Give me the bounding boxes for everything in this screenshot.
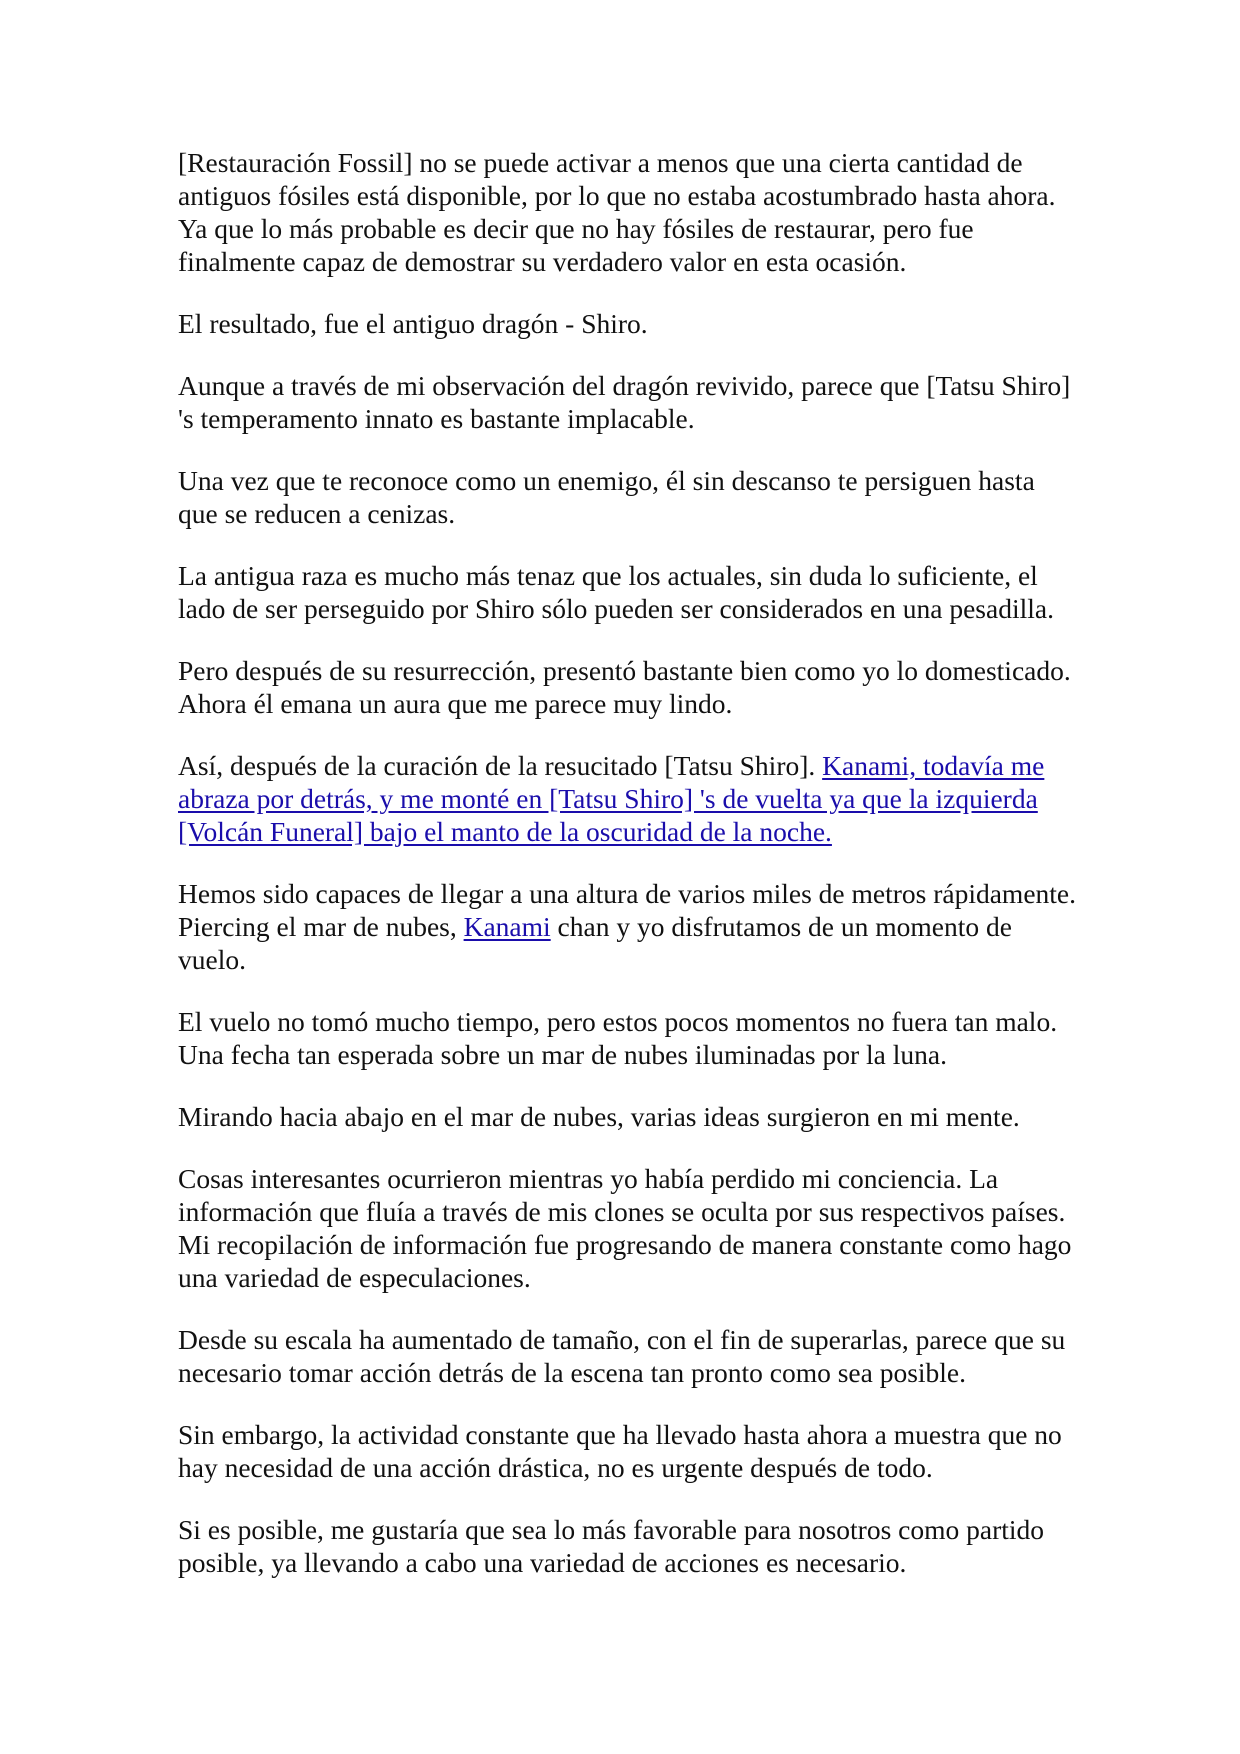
paragraph-1: [Restauración Fossil] no se puede activar a menos que una cierta cantidad de antiguos fósiles está disponible, por lo que no estaba acostumbrado hasta ahora. Ya que lo más probable es decir que no hay fósiles de restaurar, pero fue finalmente capaz de demostrar su verdadero valor en esta ocasión.: [178, 147, 1056, 277]
paragraph-4: Una vez que te reconoce como un enemigo, él sin descanso te persiguen hasta que se reducen a cenizas.: [178, 465, 1035, 529]
kanami-link[interactable]: Kanami: [463, 911, 551, 942]
paragraph-9: El vuelo no tomó mucho tiempo, pero estos pocos momentos no fuera tan malo. Una fecha tan esperada sobre un mar de nubes iluminadas por la luna.: [178, 1006, 1058, 1070]
paragraph-6: Pero después de su resurrección, presentó bastante bien como yo lo domesticado. Ahora él emana un aura que me parece muy lindo.: [178, 655, 1071, 719]
paragraph-8-text-after: chan y yo disfrutamos de un momento de vuelo.: [178, 911, 1012, 975]
paragraph-7-text: Así, después de la curación de la resucitado [Tatsu Shiro].: [178, 750, 823, 781]
paragraph-7-link[interactable]: Kanami, todavía me abraza por detrás, y me monté en [Tatsu Shiro] 's de vuelta ya que la izquierda [Volcán Funeral] bajo el manto de la oscuridad de la noche.: [178, 750, 1045, 847]
paragraph-13: Sin embargo, la actividad constante que ha llevado hasta ahora a muestra que no hay necesidad de una acción drástica, no es urgente después de todo.: [178, 1419, 1062, 1483]
paragraph-14: Si es posible, me gustaría que sea lo más favorable para nosotros como partido posible, ya llevando a cabo una variedad de acciones es necesario.: [178, 1514, 1045, 1578]
paragraph-5: La antigua raza es mucho más tenaz que los actuales, sin duda lo suficiente, el lado de ser perseguido por Shiro sólo pueden ser considerados en una pesadilla.: [178, 560, 1054, 624]
paragraph-12: Desde su escala ha aumentado de tamaño, con el fin de superarlas, parece que su necesario tomar acción detrás de la escena tan pronto como sea posible.: [178, 1324, 1066, 1388]
paragraph-8: [178, 877, 1078, 976]
paragraph-3: Aunque a través de mi observación del dragón revivido, parece que [Tatsu Shiro] 's temperamento innato es bastante implacable.: [178, 370, 1071, 434]
paragraph-10: Mirando hacia abajo en el mar de nubes, varias ideas surgieron en mi mente.: [178, 1101, 1020, 1132]
document-page: [178, 146, 1078, 1579]
paragraph-8-text-before: Hemos sido capaces de llegar a una altura de varios miles de metros rápidamente. Piercing el mar de nubes,: [178, 878, 1076, 942]
paragraph-11: Cosas interesantes ocurrieron mientras yo había perdido mi conciencia. La información que fluía a través de mis clones se oculta por sus respectivos países. Mi recopilación de información fue progresando de manera constante como hago una variedad de especulaciones.: [178, 1163, 1072, 1293]
paragraph-2: El resultado, fue el antiguo dragón - Shiro.: [178, 308, 648, 339]
paragraph-7: [178, 749, 1078, 848]
